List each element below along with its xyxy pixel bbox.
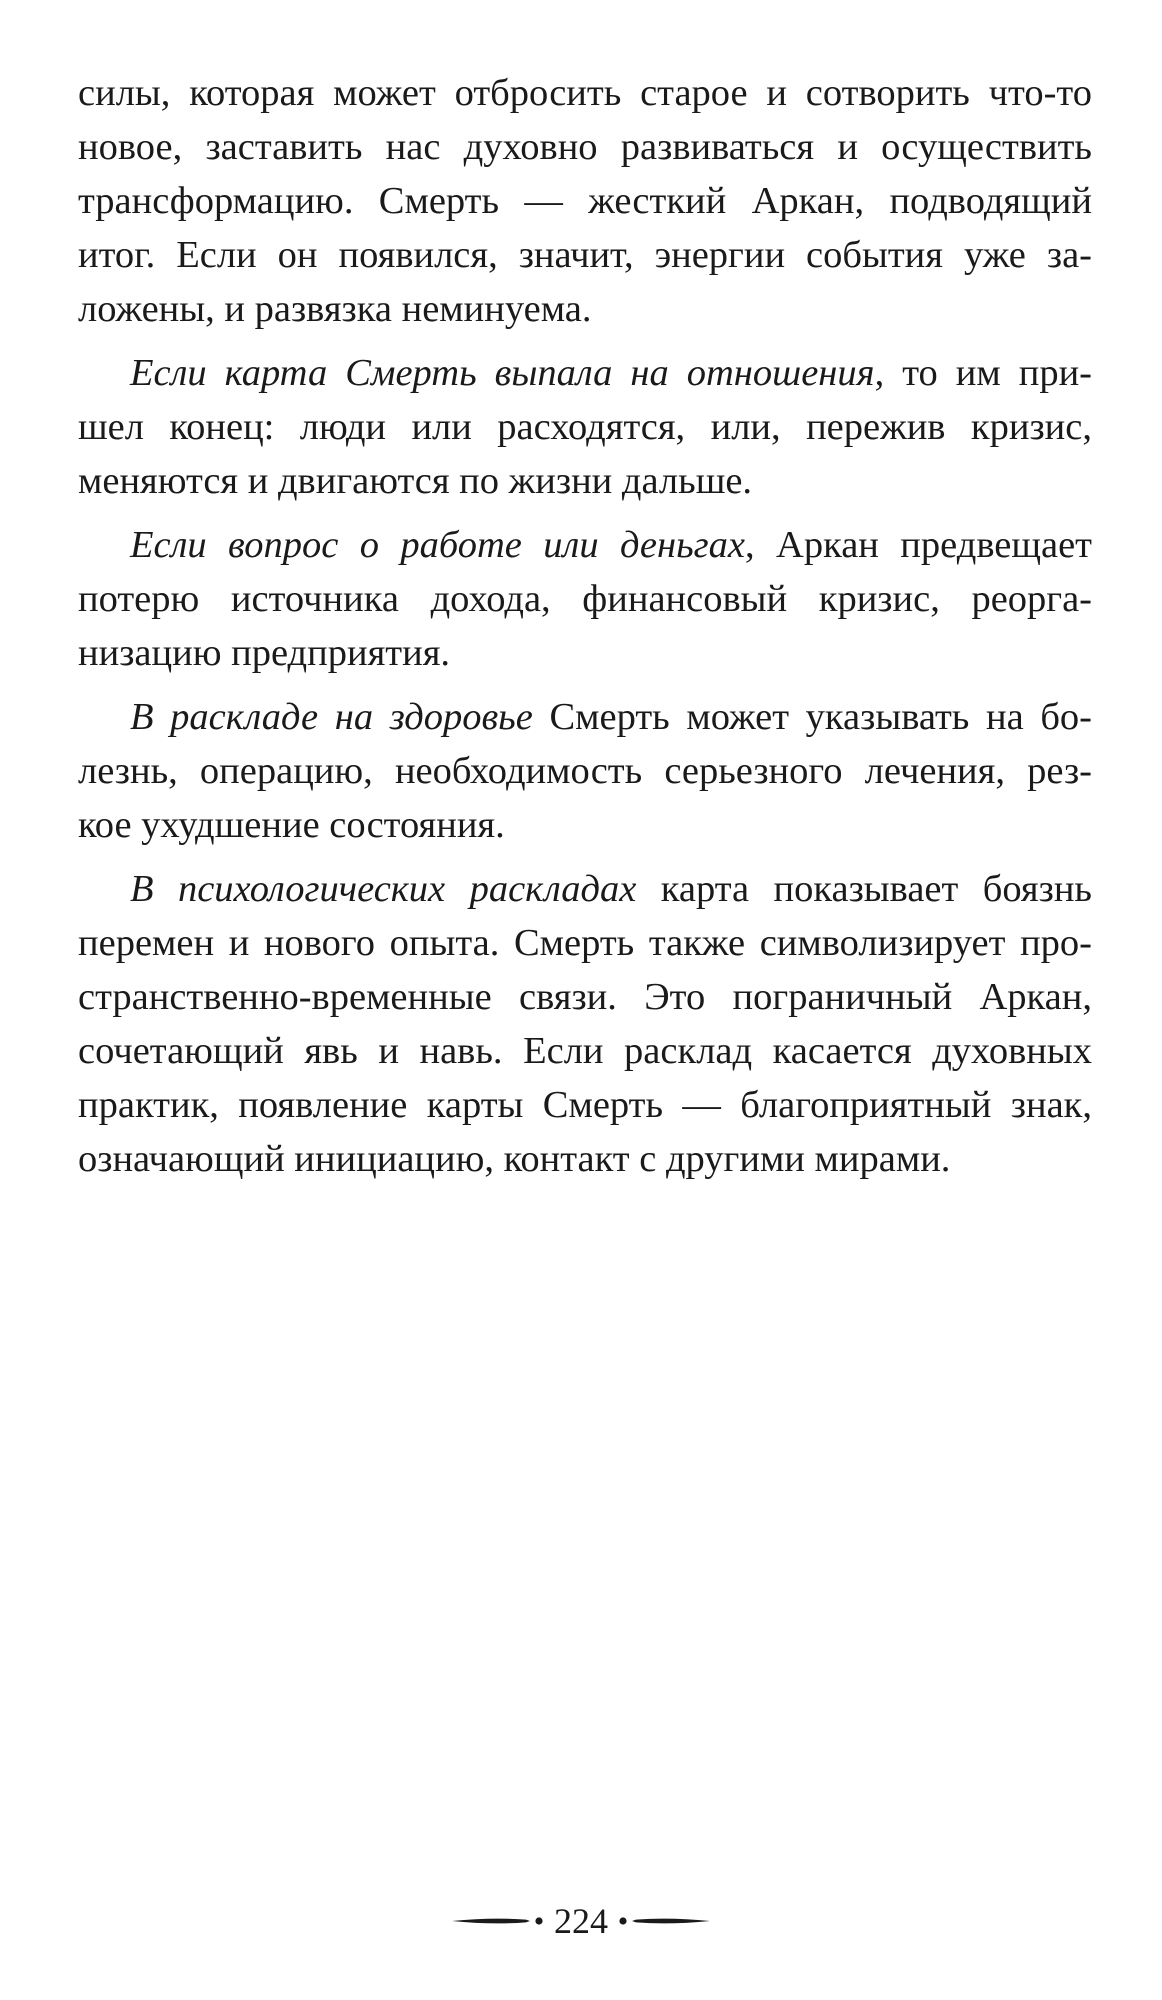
line-rest: Смерть может указывать на бо-: [532, 696, 1092, 738]
text-line: [78, 346, 1092, 400]
page-footer: [0, 1900, 1162, 1942]
text-line: меняются и двигаются по жизни дальше.: [78, 460, 753, 502]
paragraph-4: [78, 690, 1092, 852]
text-line: низацию предприятия.: [78, 632, 451, 674]
text-line: сочетающий явь и навь. Если расклад касается духовных: [78, 1030, 1092, 1072]
paragraph-2: [78, 346, 1092, 508]
text-line: ложены, и развязка неминуема.: [78, 288, 592, 330]
line-rest: карта показывает боязнь: [636, 868, 1092, 910]
line-rest: , то им при-: [874, 352, 1092, 394]
italic-lead: Если карта Смерть выпала на отношения: [130, 352, 875, 394]
ornament-right-icon: [618, 1915, 710, 1927]
text-line: лезнь, операцию, необходимость серьезного лечения, рез-: [78, 750, 1092, 792]
text-line: [78, 518, 1092, 572]
text-line: трансформацию. Смерть — жесткий Аркан, подводящий: [78, 180, 1092, 222]
paragraph-5: [78, 862, 1092, 1186]
text-line: практик, появление карты Смерть — благоприятный знак,: [78, 1084, 1092, 1126]
text-line: силы, которая может отбросить старое и сотворить что-то: [78, 72, 1092, 114]
text-line: потерю источника дохода, финансовый кризис, реорга-: [78, 578, 1092, 620]
paragraph-1: [78, 66, 1092, 336]
text-line: кое ухудшение состояния.: [78, 804, 505, 846]
italic-lead: В раскладе на здоровье: [130, 696, 533, 738]
text-line: итог. Если он появился, значит, энергии события уже за-: [78, 234, 1092, 276]
italic-lead: Если вопрос о работе или деньгах: [130, 524, 745, 566]
text-line: перемен и нового опыта. Смерть также символизирует про-: [78, 922, 1092, 964]
text-line: новое, заставить нас духовно развиваться и осуществить: [78, 126, 1092, 168]
paragraph-3: [78, 518, 1092, 680]
text-line: [78, 690, 1092, 744]
page-body: [78, 66, 1092, 1186]
italic-lead: В психологических раскладах: [130, 868, 637, 910]
text-line: шел конец: люди или расходятся, или, пережив кризис,: [78, 406, 1092, 448]
text-line: означающий инициацию, контакт с другими мирами.: [78, 1138, 951, 1180]
text-line: [78, 862, 1092, 916]
text-line: странственно-временные связи. Это пограничный Аркан,: [78, 976, 1092, 1018]
line-rest: , Аркан предвещает: [745, 524, 1093, 566]
page-number: 224: [554, 1901, 608, 1941]
ornament-left-icon: [452, 1915, 544, 1927]
